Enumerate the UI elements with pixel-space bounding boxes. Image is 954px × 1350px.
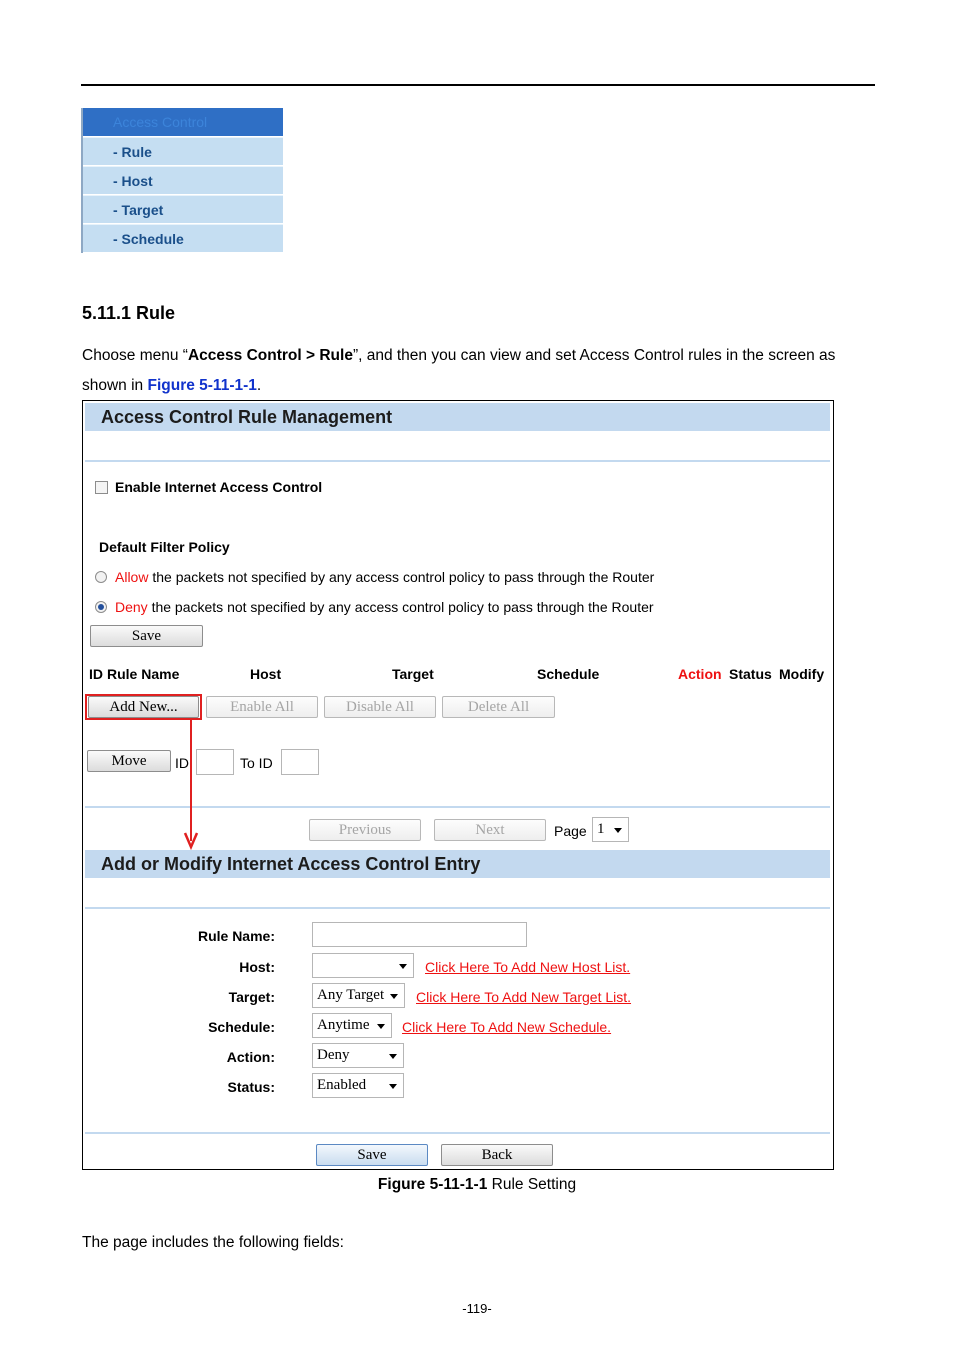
red-arrow-icon [183,719,203,853]
target-select[interactable]: Any Target [312,983,405,1008]
col-modify: Modify [779,666,825,682]
add-target-link[interactable]: Click Here To Add New Target List. [416,989,632,1005]
chevron-down-icon [377,1024,385,1029]
host-label: Host: [239,959,275,975]
enable-all-button[interactable]: Enable All [206,696,318,718]
col-target: Target [392,666,434,682]
add-schedule-link[interactable]: Click Here To Add New Schedule. [402,1019,612,1035]
next-button[interactable]: Next [434,819,546,841]
figure-reference-link[interactable]: Figure 5-11-1-1 [147,377,257,394]
move-button[interactable]: Move [87,750,171,772]
previous-button[interactable]: Previous [309,819,421,841]
add-new-button[interactable]: Add New... [88,696,199,718]
body-text: The page includes the following fields: [82,1234,344,1251]
add-new-highlight [85,694,202,720]
menu-path: Access Control > Rule [187,347,353,364]
entry-title-band: Add or Modify Internet Access Control Entry [85,850,830,878]
col-id: ID [89,666,103,682]
move-id-label: ID [175,755,189,771]
page-select[interactable]: 1 [592,817,629,842]
status-label: Status: [227,1079,275,1095]
delete-all-button[interactable]: Delete All [442,696,555,718]
save-button[interactable]: Save [316,1144,428,1166]
separator [85,460,830,462]
chevron-down-icon [390,994,398,999]
move-to-id-label: To ID [240,755,273,771]
menu-item-rule[interactable]: - Rule [83,137,283,165]
enable-access-control-checkbox[interactable] [95,481,108,494]
host-select[interactable] [312,953,414,978]
intro-line-2: shown in Figure 5-11-1-1. [82,377,262,394]
menu-item-host[interactable]: - Host [83,166,283,194]
menu-item-schedule[interactable]: - Schedule [83,224,283,252]
add-host-link[interactable]: Click Here To Add New Host List. [425,959,631,975]
menu-header[interactable]: Access Control [83,108,283,136]
rule-name-label: Rule Name: [197,928,275,944]
separator [85,907,830,909]
mgmt-title-band: Access Control Rule Management [85,403,830,431]
action-select[interactable]: Deny [312,1043,404,1068]
action-label: Action: [226,1049,275,1065]
menu-item-target[interactable]: - Target [83,195,283,223]
status-select[interactable]: Enabled [312,1073,404,1098]
page-label: Page [554,823,587,839]
page-number: -119- [462,1301,492,1316]
figure-caption: Figure 5-11-1-1 Rule Setting [377,1176,577,1193]
col-action: Action [678,666,722,682]
col-schedule: Schedule [537,666,600,682]
schedule-label: Schedule: [208,1019,275,1035]
move-to-id-input[interactable] [281,749,319,775]
allow-radio[interactable] [95,571,107,583]
chevron-down-icon [399,964,407,969]
header-rule [81,84,875,86]
chevron-down-icon [614,828,622,833]
schedule-select[interactable]: Anytime [312,1013,392,1038]
target-label: Target: [228,989,275,1005]
chevron-down-icon [389,1084,397,1089]
save-policy-button[interactable]: Save [90,625,203,647]
col-rule-name: Rule Name [107,666,180,682]
allow-policy-text: Allow the packets not specified by any access control policy to pass through the Router [115,569,655,585]
col-status: Status [729,666,772,682]
rule-setting-figure [82,400,834,1170]
rule-name-input[interactable] [312,922,527,947]
policy-heading: Default Filter Policy [99,539,230,555]
col-host: Host [250,666,282,682]
enable-access-control-label: Enable Internet Access Control [115,479,323,495]
separator [85,1132,830,1134]
section-heading: 5.11.1 Rule [82,303,176,323]
access-control-menu [81,108,283,253]
back-button[interactable]: Back [441,1144,553,1166]
chevron-down-icon [389,1054,397,1059]
intro-line-1: Choose menu “Access Control > Rule”, and then you can view and set Access Control rules in the screen as [82,347,836,364]
deny-radio[interactable] [95,601,107,613]
disable-all-button[interactable]: Disable All [324,696,436,718]
deny-policy-text: Deny the packets not specified by any access control policy to pass through the Router [115,599,654,615]
